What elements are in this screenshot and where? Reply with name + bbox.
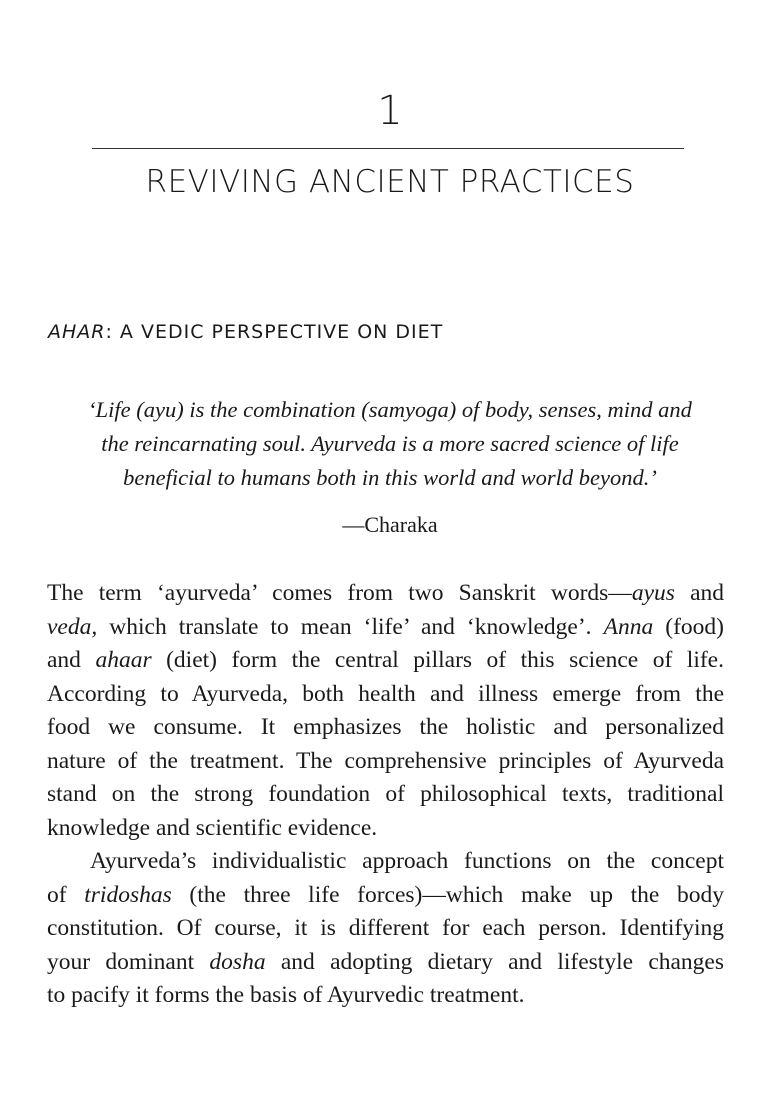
text-segment: (the three life forces)—which make up the body: [171, 881, 725, 908]
text-line: [47, 577, 724, 611]
text-segment: nature of the treatment. The comprehensive principles of Ayurveda: [47, 747, 724, 774]
text-segment: Ayurveda’s individualistic approach functions on the concept: [90, 848, 724, 874]
text-line: [47, 946, 724, 980]
epigraph-line: beneficial to humans both in this world and world beyond.’: [123, 465, 657, 490]
text-line: [47, 711, 724, 745]
text-line: [47, 745, 724, 779]
text-segment: stand on the strong foundation of philosophical texts, traditional: [47, 781, 724, 807]
text-segment: of: [47, 881, 85, 908]
text-line: [47, 644, 724, 678]
text-segment: According to Ayurveda, both health and illness emerge from the: [47, 680, 724, 707]
section-heading-italic: AHAR: [48, 321, 106, 343]
italic-term: veda,: [47, 613, 98, 640]
italic-term: dosha: [209, 948, 266, 975]
epigraph: [0, 393, 780, 495]
epigraph-line: the reincarnating soul. Ayurveda is a more sacred science of life: [101, 431, 679, 456]
italic-term: ahaar: [95, 647, 152, 673]
text-segment: knowledge and scientific evidence.: [47, 814, 378, 841]
text-segment: to pacify it forms the basis of Ayurvedic treatment.: [47, 982, 525, 1008]
text-segment: constitution. Of course, it is different for each person. Identifying: [47, 915, 724, 941]
chapter-title: REVIVING ANCIENT PRACTICES: [145, 164, 635, 200]
paragraph: [47, 577, 724, 845]
text-segment: your dominant: [47, 948, 210, 975]
text-segment: (diet) form the central pillars of this science of life.: [151, 647, 724, 673]
chapter-number: 1: [377, 88, 403, 134]
body-text: [47, 577, 724, 1013]
text-line: [47, 678, 724, 712]
text-segment: and: [47, 647, 96, 673]
text-line: [47, 611, 724, 645]
section-heading: [48, 321, 443, 343]
italic-term: Anna: [603, 613, 654, 640]
text-line: [47, 879, 724, 913]
text-line: [47, 778, 724, 812]
italic-term: tridoshas: [84, 881, 172, 908]
text-segment: and: [674, 580, 724, 606]
text-segment: food we consume. It emphasizes the holistic and personalized: [47, 714, 724, 740]
text-segment: The term ‘ayurveda’ comes from two Sanskrit words—: [47, 580, 632, 606]
text-line: [47, 845, 724, 879]
text-segment: and adopting dietary and lifestyle changes: [265, 948, 725, 975]
epigraph-attribution: —Charaka: [342, 512, 438, 537]
chapter-divider: [92, 148, 684, 149]
text-line: [47, 979, 724, 1013]
text-segment: (food): [653, 613, 724, 640]
text-line: [47, 912, 724, 946]
italic-term: ayus: [631, 580, 675, 606]
paragraph: [47, 845, 724, 1013]
text-segment: which translate to mean ‘life’ and ‘knowledge’.: [97, 613, 604, 640]
epigraph-line: ‘Life (ayu) is the combination (samyoga) of body, senses, mind and: [88, 397, 692, 422]
section-heading-rest: : A VEDIC PERSPECTIVE ON DIET: [105, 321, 444, 343]
text-line: [47, 812, 724, 846]
